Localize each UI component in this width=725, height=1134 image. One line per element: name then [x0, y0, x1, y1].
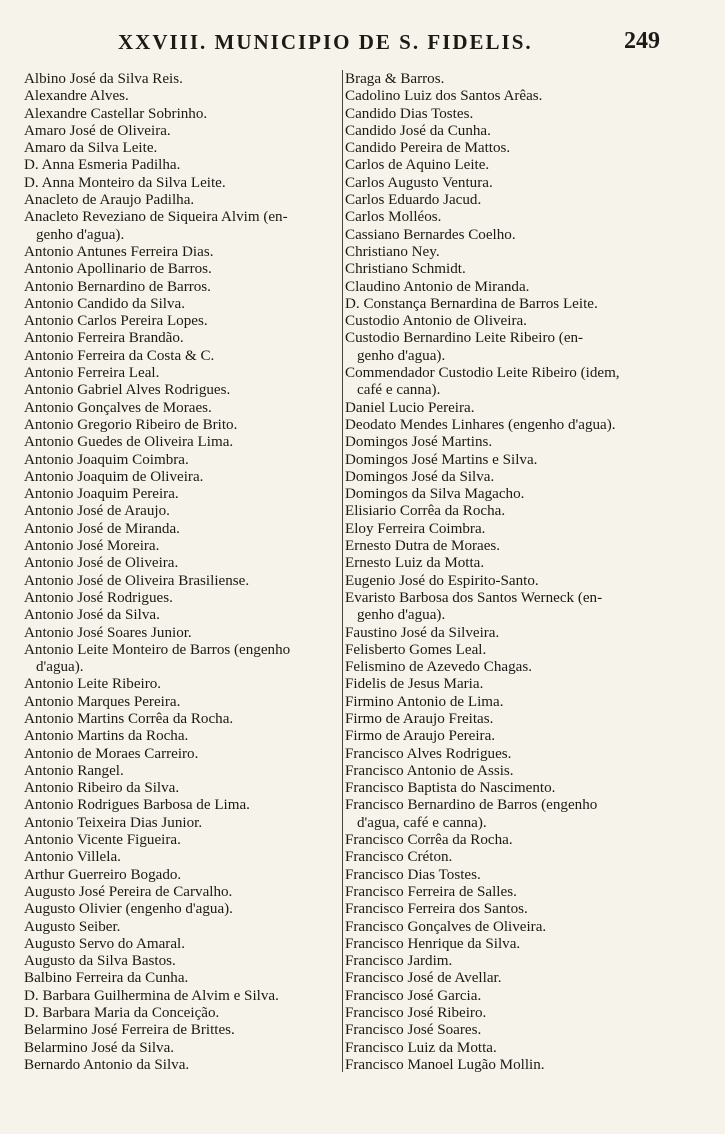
list-entry: Francisco Ferreira dos Santos. — [345, 901, 528, 918]
list-entry: Francisco Antonio de Assis. — [345, 762, 514, 779]
list-entry: Francisco Alves Rodrigues. — [345, 745, 512, 762]
list-entry: D. Constança Bernardina de Barros Leite. — [345, 295, 598, 312]
list-entry: Francisco Ferreira de Salles. — [345, 883, 517, 900]
list-entry: Arthur Guerreiro Bogado. — [24, 866, 182, 883]
list-entry: Antonio Guedes de Oliveira Lima. — [24, 434, 234, 451]
list-entry: Antonio Joaquim Coimbra. — [24, 451, 189, 468]
list-entry: Cadolino Luiz dos Santos Arêas. — [345, 88, 543, 105]
list-entry: Antonio Leite Ribeiro. — [24, 676, 162, 693]
list-entry: Amaro José de Oliveira. — [24, 122, 171, 139]
list-entry: Christiano Ney. — [345, 243, 440, 260]
list-entry: Francisco Bernardino de Barros (engenho — [345, 797, 598, 814]
list-entry: Domingos José Martins e Silva. — [345, 451, 538, 468]
list-entry: Carlos Augusto Ventura. — [345, 174, 493, 191]
list-entry: Antonio Marques Pereira. — [24, 693, 181, 710]
list-entry: Antonio José de Araujo. — [24, 503, 170, 520]
list-entry: Antonio de Moraes Carreiro. — [24, 745, 199, 762]
list-entry: Antonio Candido da Silva. — [24, 295, 185, 312]
list-entry: Felismino de Azevedo Chagas. — [345, 659, 532, 676]
list-entry: D. Barbara Guilhermina de Alvim e Silva. — [24, 987, 279, 1004]
list-entry: Antonio Martins da Rocha. — [24, 728, 189, 745]
list-entry: Antonio Bernardino de Barros. — [24, 278, 211, 295]
list-entry: Antonio José de Oliveira Brasiliense. — [24, 572, 250, 589]
list-entry: Candido Dias Tostes. — [345, 105, 474, 122]
list-entry: Antonio Villela. — [24, 849, 121, 866]
list-entry: Augusto José Pereira de Carvalho. — [24, 883, 233, 900]
list-entry: Antonio Teixeira Dias Junior. — [24, 814, 203, 831]
list-entry: Augusto da Silva Bastos. — [24, 953, 176, 970]
page-title: XXVIII. MUNICIPIO DE S. FIDELIS. — [118, 30, 533, 54]
list-entry: genho d'agua). — [357, 607, 446, 624]
list-entry: Antonio José de Miranda. — [24, 520, 180, 537]
list-entry: Domingos José da Silva. — [345, 468, 495, 485]
list-entry: Custodio Bernardino Leite Ribeiro (en- — [345, 330, 584, 347]
list-entry: Carlos de Aquino Leite. — [345, 157, 490, 174]
list-entry: Antonio Joaquim de Oliveira. — [24, 468, 204, 485]
list-entry: Francisco Jardim. — [345, 953, 453, 970]
list-entry: Antonio Apollinario de Barros. — [24, 261, 212, 278]
list-entry: Braga & Barros. — [345, 71, 445, 87]
page-number: 249 — [624, 28, 660, 54]
list-entry: Antonio Vicente Figueira. — [24, 832, 181, 849]
list-entry: Belarmino José da Silva. — [24, 1039, 175, 1056]
list-entry: Belarmino José Ferreira de Brittes. — [24, 1022, 235, 1039]
list-entry: café e canna). — [357, 382, 441, 399]
list-entry: Daniel Lucio Pereira. — [345, 399, 475, 416]
list-entry: Antonio Ferreira Leal. — [24, 365, 160, 382]
list-entry: Antonio José de Oliveira. — [24, 555, 179, 572]
list-entry: Francisco Luiz da Motta. — [345, 1039, 497, 1056]
list-entry: d'agua, café e canna). — [357, 814, 487, 831]
list-entry: genho d'agua). — [357, 347, 446, 364]
list-entry: Custodio Antonio de Oliveira. — [345, 313, 527, 330]
list-entry: Eloy Ferreira Coimbra. — [345, 520, 486, 537]
list-entry: Francisco Henrique da Silva. — [345, 935, 521, 952]
list-entry: Ernesto Dutra de Moraes. — [345, 538, 501, 555]
list-entry: Francisco José Ribeiro. — [345, 1005, 487, 1022]
list-entry: Domingos José Martins. — [345, 434, 493, 451]
list-entry: Alexandre Alves. — [24, 88, 129, 105]
list-entry: Balbino Ferreira da Cunha. — [24, 970, 189, 987]
list-entry: Augusto Servo do Amaral. — [24, 935, 185, 952]
list-entry: Anacleto de Araujo Padilha. — [24, 192, 195, 209]
list-entry: Antonio Antunes Ferreira Dias. — [24, 243, 214, 260]
list-entry: Fidelis de Jesus Maria. — [345, 676, 484, 693]
list-entry: Commendador Custodio Leite Ribeiro (idem, — [345, 365, 620, 382]
page-header — [0, 30, 725, 60]
list-entry: Claudino Antonio de Miranda. — [345, 278, 530, 295]
list-entry: Amaro da Silva Leite. — [24, 140, 158, 157]
list-entry: Francisco José Soares. — [345, 1022, 482, 1039]
list-entry: Ernesto Luiz da Motta. — [345, 555, 485, 572]
list-entry: Antonio Joaquim Pereira. — [24, 486, 179, 503]
left-column-list — [24, 71, 342, 1074]
list-entry: Carlos Eduardo Jacud. — [345, 192, 482, 209]
list-entry: Evaristo Barbosa dos Santos Werneck (en- — [345, 589, 603, 606]
list-entry: D. Anna Monteiro da Silva Leite. — [24, 174, 226, 191]
list-entry: genho d'agua). — [36, 226, 125, 243]
list-entry: Eugenio José do Espirito-Santo. — [345, 572, 539, 589]
list-entry: Augusto Seiber. — [24, 918, 121, 935]
list-entry: Antonio José Soares Junior. — [24, 624, 192, 641]
list-entry: Antonio José da Silva. — [24, 607, 160, 624]
list-entry: Francisco Gonçalves de Oliveira. — [345, 918, 547, 935]
list-entry: Antonio Rodrigues Barbosa de Lima. — [24, 797, 250, 814]
list-entry: Albino José da Silva Reis. — [24, 71, 183, 87]
list-entry: Francisco Manoel Lugão Mollin. — [345, 1056, 545, 1073]
list-entry: Anacleto Reveziano de Siqueira Alvim (en- — [24, 209, 288, 226]
list-entry: Antonio José Moreira. — [24, 538, 160, 555]
list-entry: D. Barbara Maria da Conceição. — [24, 1005, 220, 1022]
list-entry: Antonio Ferreira Brandão. — [24, 330, 184, 347]
list-entry: Antonio Gabriel Alves Rodrigues. — [24, 382, 231, 399]
list-entry: Francisco Dias Tostes. — [345, 866, 481, 883]
list-entry: Candido José da Cunha. — [345, 122, 491, 139]
list-entry: Cassiano Bernardes Coelho. — [345, 226, 516, 243]
list-entry: Francisco José de Avellar. — [345, 970, 502, 987]
list-entry: Francisco Baptista do Nascimento. — [345, 780, 556, 797]
list-entry: Christiano Schmidt. — [345, 261, 466, 278]
list-entry: Firmino Antonio de Lima. — [345, 693, 504, 710]
list-entry: Augusto Olivier (engenho d'agua). — [24, 901, 233, 918]
list-entry: Antonio José Rodrigues. — [24, 589, 173, 606]
list-entry: Deodato Mendes Linhares (engenho d'agua). — [345, 416, 616, 433]
list-entry: d'agua). — [36, 659, 84, 676]
list-entry: Antonio Carlos Pereira Lopes. — [24, 313, 208, 330]
list-entry: Bernardo Antonio da Silva. — [24, 1056, 190, 1073]
list-entry: Antonio Ribeiro da Silva. — [24, 780, 180, 797]
list-entry: Candido Pereira de Mattos. — [345, 140, 511, 157]
list-entry: Antonio Ferreira da Costa & C. — [24, 347, 215, 364]
list-entry: Antonio Leite Monteiro de Barros (engenho — [24, 641, 291, 658]
list-entry: Faustino José da Silveira. — [345, 624, 500, 641]
list-entry: Antonio Gregorio Ribeiro de Brito. — [24, 416, 238, 433]
list-entry: Francisco Corrêa da Rocha. — [345, 832, 513, 849]
list-entry: Antonio Gonçalves de Moraes. — [24, 399, 212, 416]
list-entry: Antonio Martins Corrêa da Rocha. — [24, 710, 234, 727]
list-entry: D. Anna Esmeria Padilha. — [24, 157, 181, 174]
list-entry: Elisiario Corrêa da Rocha. — [345, 503, 506, 520]
column-divider — [342, 70, 343, 1072]
list-entry: Felisberto Gomes Leal. — [345, 641, 487, 658]
list-entry: Firmo de Araujo Pereira. — [345, 728, 496, 745]
list-entry: Firmo de Araujo Freitas. — [345, 710, 494, 727]
list-entry: Francisco José Garcia. — [345, 987, 482, 1004]
right-column-list — [345, 71, 717, 1074]
list-entry: Domingos da Silva Magacho. — [345, 486, 525, 503]
list-entry: Francisco Créton. — [345, 849, 453, 866]
list-entry: Alexandre Castellar Sobrinho. — [24, 105, 208, 122]
list-entry: Carlos Molléos. — [345, 209, 442, 226]
list-entry: Antonio Rangel. — [24, 762, 124, 779]
